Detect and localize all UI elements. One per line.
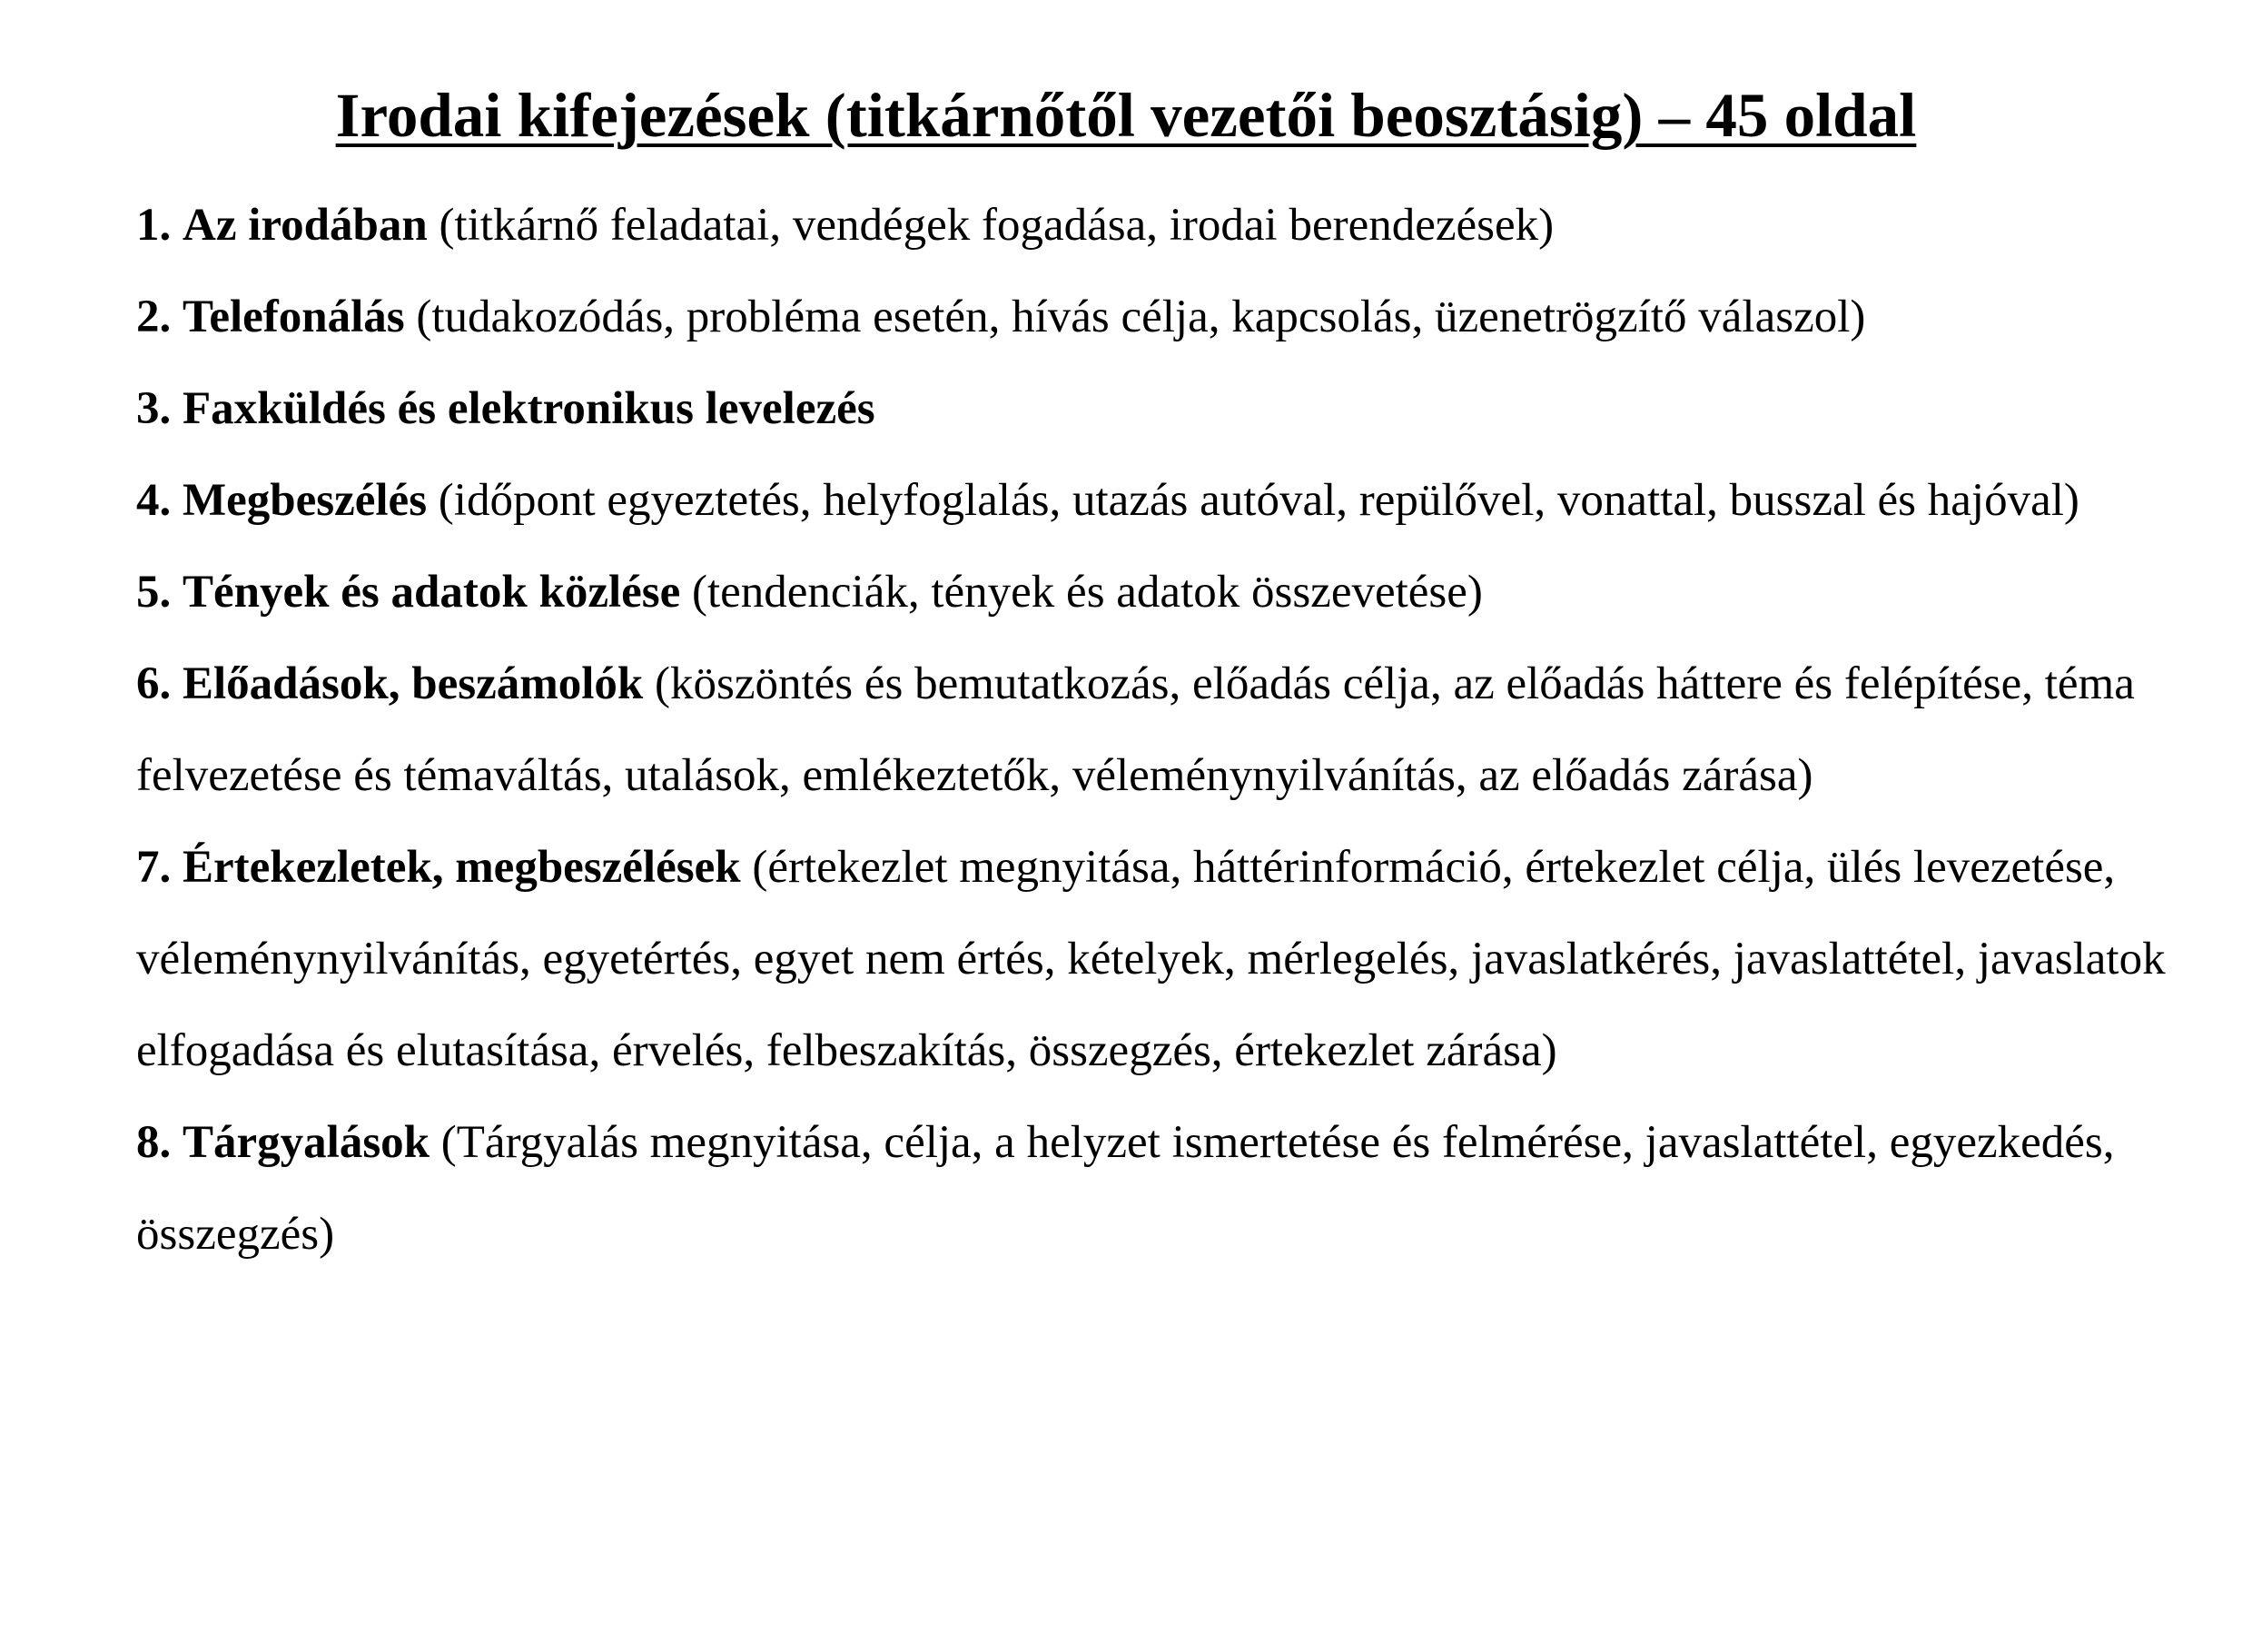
item-heading: Tények és adatok közlése (183, 567, 681, 618)
item-number: 8. (136, 1117, 172, 1168)
item-number: 2. (136, 292, 172, 342)
list-item (136, 822, 2170, 1097)
item-details: (tudakozódás, probléma esetén, hívás célja, kapcsolás, üzenetrögzítő válaszol) (416, 292, 1866, 342)
item-heading: Tárgyalások (183, 1117, 430, 1168)
list-item (136, 180, 2170, 272)
list-item (136, 363, 2170, 455)
item-details: (köszöntés és bemutatkozás, előadás célja, az előadás háttere és felépítése, téma felvezetése és témaváltás, utalások, emlékeztetők, véleménynyilvánítás, az előadás zárása) (136, 658, 2135, 801)
item-details: (értekezlet megnyitása, háttérinformáció, értekezlet célja, ülés levezetése, véleménynyilvánítás, egyetértés, egyet nem értés, kételyek, mérlegelés, javaslatkérés, javaslattétel, javaslatok elfogadása és elutasítása, érvelés, felbeszakítás, összegzés, értekezlet zárása) (136, 842, 2166, 1076)
topic-list (136, 180, 2170, 1281)
item-number: 7. (136, 842, 172, 893)
document-title: Irodai kifejezések (titkárnőtől vezetői beosztásig) – 45 oldal (335, 81, 1917, 150)
item-heading: Faxküldés és elektronikus levelezés (183, 383, 875, 434)
item-details: (időpont egyeztetés, helyfoglalás, utazás autóval, repülővel, vonattal, busszal és hajóval) (438, 475, 2079, 526)
item-details: (titkárnő feladatai, vendégek fogadása, irodai berendezések) (439, 200, 1555, 251)
item-number: 1. (136, 200, 172, 251)
list-item (136, 1097, 2170, 1281)
item-heading: Az irodában (183, 200, 428, 251)
item-heading: Megbeszélés (183, 475, 428, 526)
item-details: (Tárgyalás megnyitása, célja, a helyzet ismertetése és felmérése, javaslattétel, egyezkedés, összegzés) (136, 1117, 2115, 1260)
list-item (136, 455, 2170, 547)
list-item (136, 638, 2170, 822)
item-number: 5. (136, 567, 172, 618)
list-item (136, 272, 2170, 363)
item-heading: Értekezletek, megbeszélések (183, 842, 741, 893)
item-heading: Telefonálás (183, 292, 405, 342)
item-number: 4. (136, 475, 172, 526)
item-number: 3. (136, 383, 172, 434)
item-details: (tendenciák, tények és adatok összevetése) (692, 567, 1483, 618)
item-heading: Előadások, beszámolók (183, 658, 644, 709)
item-number: 6. (136, 658, 172, 709)
list-item (136, 547, 2170, 638)
